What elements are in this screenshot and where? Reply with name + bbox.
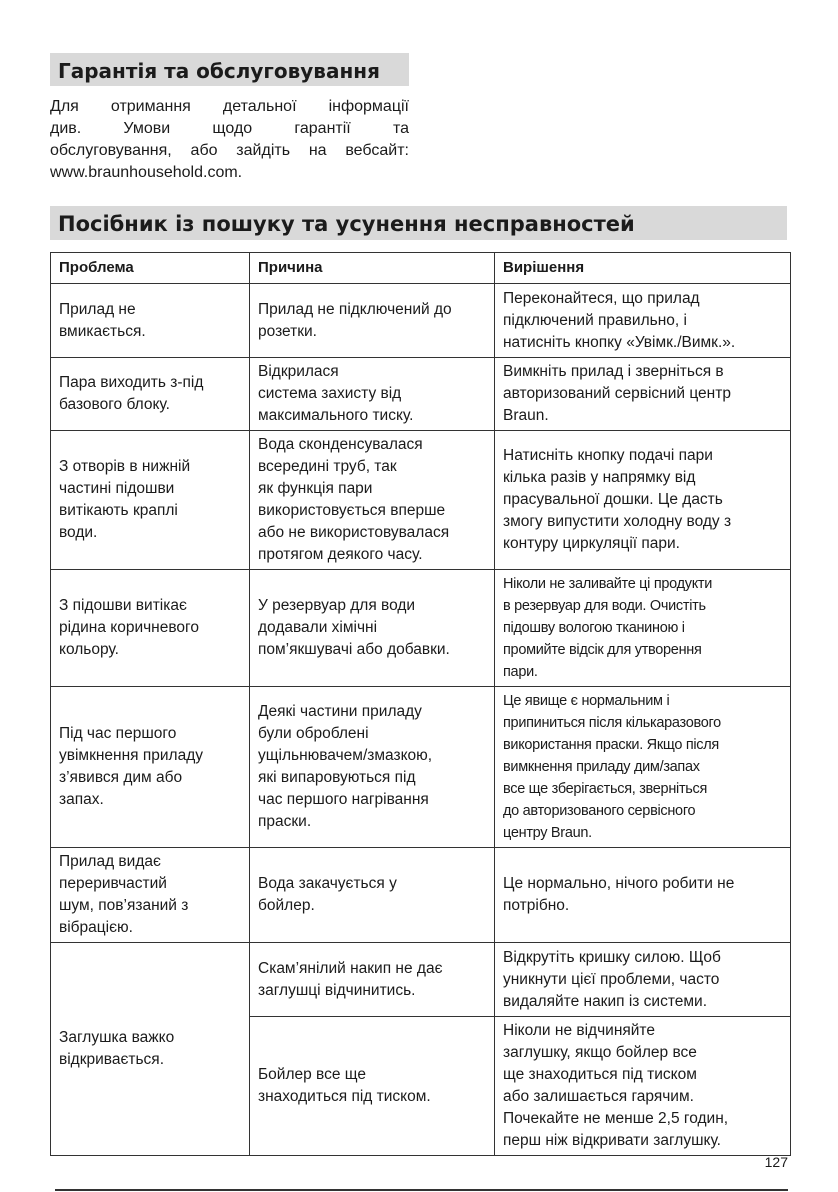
cause-cell: Скам’янілий накип не дає заглушці відчинитись. bbox=[250, 943, 495, 1017]
troubleshooting-table bbox=[50, 252, 791, 1156]
cause-cell: Прилад не підключений до розетки. bbox=[250, 284, 495, 358]
table-row bbox=[51, 848, 791, 943]
problem-cell: З отворів в нижній частині підошви витікають краплі води. bbox=[51, 431, 250, 570]
warranty-paragraph bbox=[50, 96, 409, 184]
table-row bbox=[51, 284, 791, 358]
cause-cell: У резервуар для води додавали хімічні пом’якшувачі або добавки. bbox=[250, 570, 495, 687]
footer-divider bbox=[55, 1189, 788, 1191]
table-row bbox=[51, 943, 791, 1017]
table-row bbox=[51, 570, 791, 687]
solution-cell: Вимкніть прилад і зверніться в авторизований сервісний центр Braun. bbox=[495, 358, 791, 431]
cause-cell: Бойлер все ще знаходиться під тиском. bbox=[250, 1017, 495, 1156]
warranty-line: Для отримання детальної інформації bbox=[50, 98, 409, 115]
warranty-line: обслуговування, або зайдіть на вебсайт: bbox=[50, 142, 409, 159]
solution-cell: Натисніть кнопку подачі пари кілька разів у напрямку від прасувальної дошки. Це дасть змогу випустити холодну воду з контуру циркуляції пари. bbox=[495, 431, 791, 570]
cause-cell: Деякі частини приладу були оброблені ущільнювачем/змазкою, які випаровуються під час першого нагрівання праски. bbox=[250, 687, 495, 848]
cause-cell: Відкрилася система захисту від максимального тиску. bbox=[250, 358, 495, 431]
table-row bbox=[51, 687, 791, 848]
solution-cell: Це нормально, нічого робити не потрібно. bbox=[495, 848, 791, 943]
warranty-heading: Гарантія та обслуговування bbox=[50, 53, 409, 86]
solution-cell: Відкрутіть кришку силою. Щоб уникнути цієї проблеми, часто видаляйте накип із системи. bbox=[495, 943, 791, 1017]
warranty-line: www.braunhousehold.com. bbox=[50, 164, 243, 181]
problem-cell: Прилад видає переривчастий шум, пов’язаний з вібрацією. bbox=[51, 848, 250, 943]
problem-cell: З підошви витікає рідина коричневого кольору. bbox=[51, 570, 250, 687]
solution-cell: Переконайтеся, що прилад підключений правильно, і натисніть кнопку «Увімк./Вимк.». bbox=[495, 284, 791, 358]
troubleshooting-heading: Посібник із пошуку та усунення несправностей bbox=[50, 206, 787, 240]
solution-cell: Ніколи не заливайте ці продукти в резервуар для води. Очистіть підошву вологою тканиною і промийте відсік для утворення пари. bbox=[495, 570, 791, 687]
cause-cell: Вода сконденсувалася всередині труб, так як функція пари використовується вперше або не використовувалася протягом деякого часу. bbox=[250, 431, 495, 570]
warranty-line: див. Умови щодо гарантії та bbox=[50, 120, 409, 137]
cause-cell: Вода закачується у бойлер. bbox=[250, 848, 495, 943]
problem-cell: Прилад не вмикається. bbox=[51, 284, 250, 358]
problem-cell: Пара виходить з-під базового блоку. bbox=[51, 358, 250, 431]
solution-cell: Це явище є нормальним і припиниться після кількаразового використання праски. Якщо після вимкнення приладу дим/запах все ще зберігається, зверніться до авторизованого сервісного центру Braun. bbox=[495, 687, 791, 848]
table-header-row bbox=[51, 253, 791, 284]
column-header-solution: Вирішення bbox=[495, 253, 791, 284]
problem-cell: Заглушка важко відкривається. bbox=[51, 943, 250, 1156]
column-header-problem: Проблема bbox=[51, 253, 250, 284]
problem-cell: Під час першого увімкнення приладу з’явився дим або запах. bbox=[51, 687, 250, 848]
solution-cell: Ніколи не відчиняйте заглушку, якщо бойлер все ще знаходиться під тиском або залишається гарячим. Почекайте не менше 2,5 годин, перш ніж відкривати заглушку. bbox=[495, 1017, 791, 1156]
table-row bbox=[51, 358, 791, 431]
table-row bbox=[51, 431, 791, 570]
page-number: 127 bbox=[764, 1154, 788, 1170]
column-header-cause: Причина bbox=[250, 253, 495, 284]
